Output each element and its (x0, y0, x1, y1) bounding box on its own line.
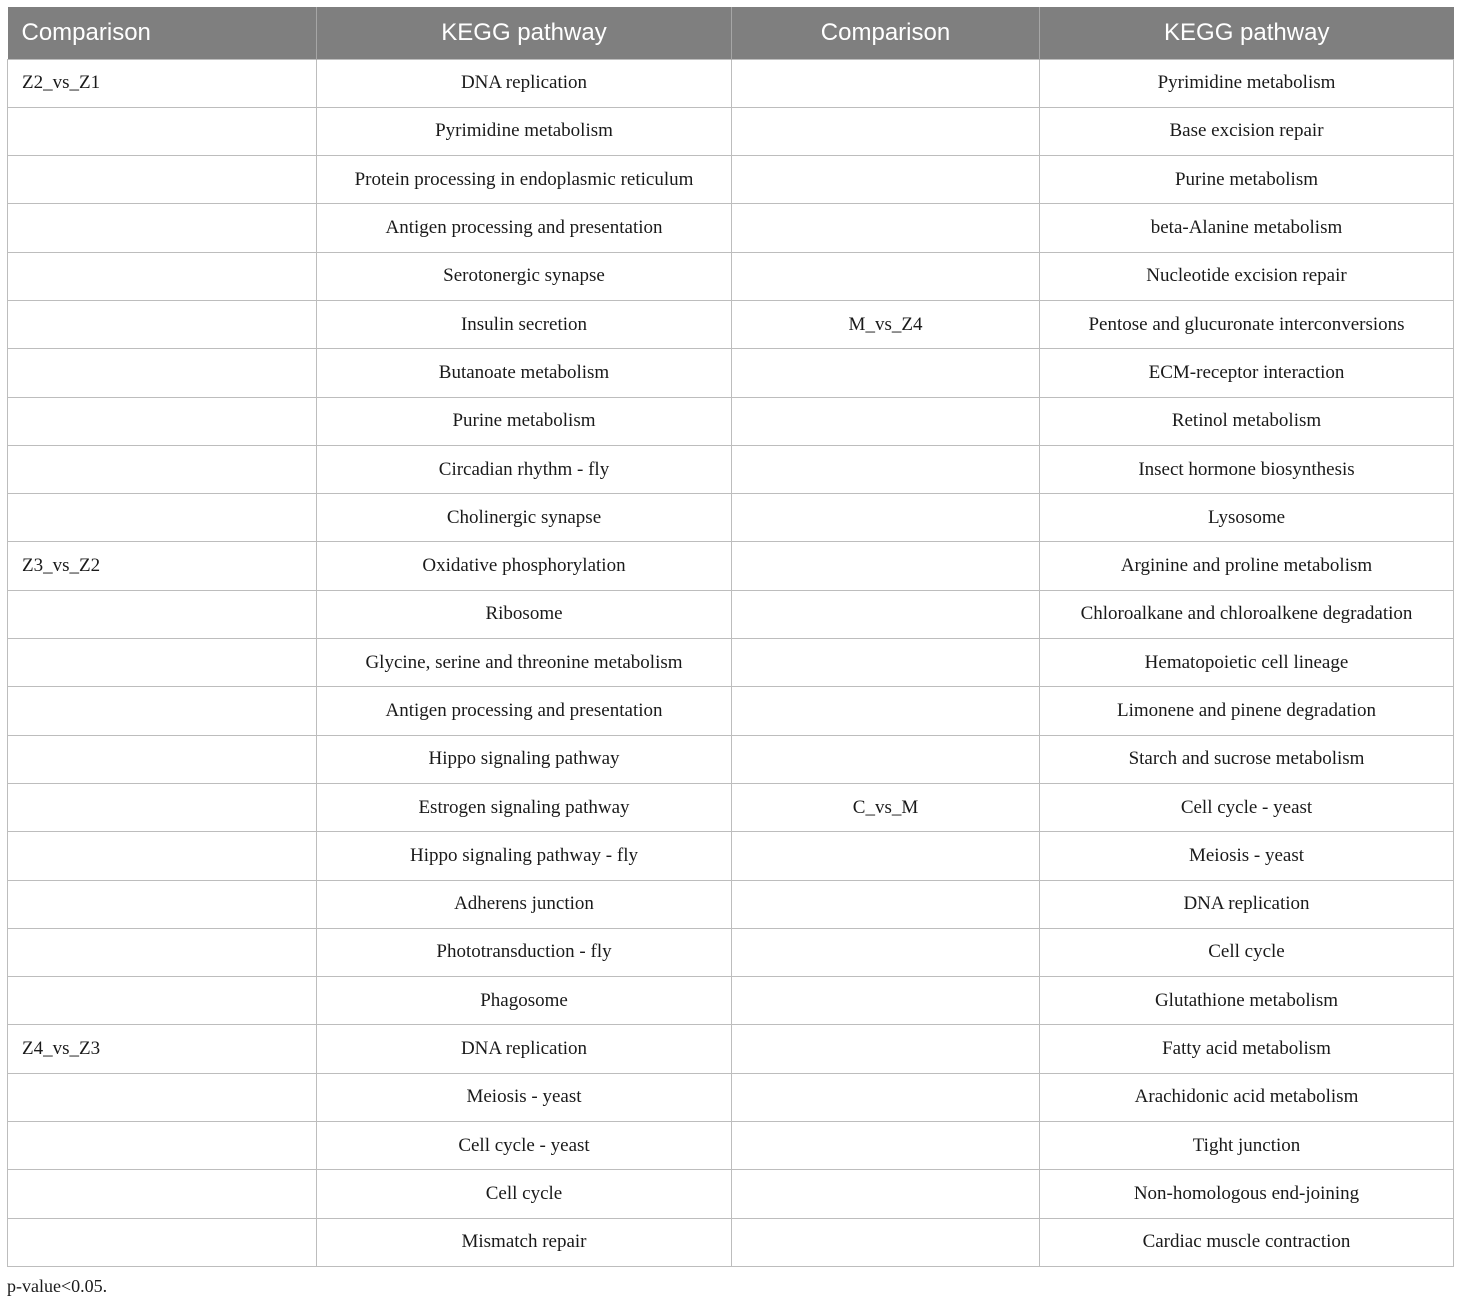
table-row (8, 880, 1454, 928)
pathway-cell-left: Pyrimidine metabolism (317, 107, 732, 155)
comparison-cell-right (732, 832, 1040, 880)
comparison-cell-left (8, 977, 317, 1025)
pathway-cell-right: Limonene and pinene degradation (1040, 687, 1454, 735)
pathway-cell-left: DNA replication (317, 59, 732, 107)
pathway-cell-left: Adherens junction (317, 880, 732, 928)
comparison-cell-right (732, 349, 1040, 397)
table-row (8, 204, 1454, 252)
table-row (8, 928, 1454, 976)
header-kegg-pathway-1: KEGG pathway (317, 7, 732, 59)
comparison-cell-left (8, 397, 317, 445)
pathway-cell-right: Lysosome (1040, 494, 1454, 542)
table-row (8, 252, 1454, 300)
table-row (8, 735, 1454, 783)
comparison-cell-left (8, 1073, 317, 1121)
pathway-cell-left: Cell cycle (317, 1170, 732, 1218)
table-row (8, 300, 1454, 348)
comparison-cell-left (8, 783, 317, 831)
pathway-cell-right: beta-Alanine metabolism (1040, 204, 1454, 252)
table-row (8, 1170, 1454, 1218)
pathway-cell-left: Phototransduction - fly (317, 928, 732, 976)
table-row (8, 639, 1454, 687)
pathway-cell-right: Tight junction (1040, 1122, 1454, 1170)
pathway-cell-left: Cell cycle - yeast (317, 1122, 732, 1170)
comparison-cell-left (8, 156, 317, 204)
comparison-cell-right (732, 1025, 1040, 1073)
comparison-cell-right (732, 204, 1040, 252)
comparison-cell-right: C_vs_M (732, 783, 1040, 831)
comparison-cell-left: Z3_vs_Z2 (8, 542, 317, 590)
comparison-cell-right (732, 928, 1040, 976)
table-row (8, 445, 1454, 493)
pathway-cell-right: DNA replication (1040, 880, 1454, 928)
comparison-cell-right (732, 639, 1040, 687)
comparison-cell-right (732, 156, 1040, 204)
comparison-cell-right (732, 494, 1040, 542)
comparison-cell-right (732, 397, 1040, 445)
pathway-cell-left: Antigen processing and presentation (317, 687, 732, 735)
pathway-cell-left: Protein processing in endoplasmic reticulum (317, 156, 732, 204)
pathway-cell-right: Arachidonic acid metabolism (1040, 1073, 1454, 1121)
table-row (8, 494, 1454, 542)
comparison-cell-right (732, 1218, 1040, 1266)
comparison-cell-right (732, 1170, 1040, 1218)
table-row (8, 783, 1454, 831)
comparison-cell-left (8, 928, 317, 976)
pathway-cell-right: Pyrimidine metabolism (1040, 59, 1454, 107)
comparison-cell-left (8, 204, 317, 252)
table-row (8, 59, 1454, 107)
comparison-cell-left (8, 252, 317, 300)
table-row (8, 832, 1454, 880)
comparison-cell-left (8, 494, 317, 542)
pathway-cell-right: Glutathione metabolism (1040, 977, 1454, 1025)
comparison-cell-right (732, 1073, 1040, 1121)
pathway-cell-left: Serotonergic synapse (317, 252, 732, 300)
header-kegg-pathway-2: KEGG pathway (1040, 7, 1454, 59)
comparison-cell-right (732, 880, 1040, 928)
comparison-cell-left (8, 107, 317, 155)
comparison-cell-right (732, 252, 1040, 300)
table-row (8, 156, 1454, 204)
header-comparison-1: Comparison (8, 7, 317, 59)
comparison-cell-left (8, 687, 317, 735)
pathway-cell-left: Cholinergic synapse (317, 494, 732, 542)
pathway-cell-right: ECM-receptor interaction (1040, 349, 1454, 397)
pathway-cell-right: Hematopoietic cell lineage (1040, 639, 1454, 687)
comparison-cell-right (732, 107, 1040, 155)
pathway-cell-left: DNA replication (317, 1025, 732, 1073)
pathway-cell-left: Hippo signaling pathway - fly (317, 832, 732, 880)
pathway-cell-left: Insulin secretion (317, 300, 732, 348)
header-row (8, 7, 1454, 59)
pathway-cell-right: Cell cycle - yeast (1040, 783, 1454, 831)
comparison-cell-left (8, 300, 317, 348)
pathway-cell-right: Non-homologous end-joining (1040, 1170, 1454, 1218)
pathway-cell-left: Butanoate metabolism (317, 349, 732, 397)
comparison-cell-right (732, 687, 1040, 735)
pathway-cell-left: Ribosome (317, 590, 732, 638)
table-row (8, 349, 1454, 397)
comparison-cell-right (732, 977, 1040, 1025)
pathway-cell-left: Circadian rhythm - fly (317, 445, 732, 493)
table-row (8, 1025, 1454, 1073)
comparison-cell-left (8, 445, 317, 493)
pathway-cell-left: Phagosome (317, 977, 732, 1025)
table-row (8, 107, 1454, 155)
table-header (8, 7, 1454, 59)
pathway-cell-right: Retinol metabolism (1040, 397, 1454, 445)
comparison-cell-right (732, 542, 1040, 590)
table-row (8, 590, 1454, 638)
table-body (8, 59, 1454, 1266)
comparison-cell-left (8, 735, 317, 783)
pathway-cell-right: Base excision repair (1040, 107, 1454, 155)
pathway-cell-right: Nucleotide excision repair (1040, 252, 1454, 300)
comparison-cell-left: Z2_vs_Z1 (8, 59, 317, 107)
comparison-cell-left (8, 639, 317, 687)
table-footnote: p-value<0.05. (7, 1276, 108, 1296)
pathway-cell-left: Glycine, serine and threonine metabolism (317, 639, 732, 687)
pathway-cell-left: Mismatch repair (317, 1218, 732, 1266)
header-comparison-2: Comparison (732, 7, 1040, 59)
table-row (8, 1073, 1454, 1121)
comparison-cell-left (8, 1122, 317, 1170)
comparison-cell-right (732, 1122, 1040, 1170)
comparison-cell-left (8, 880, 317, 928)
pathway-cell-right: Insect hormone biosynthesis (1040, 445, 1454, 493)
comparison-cell-right (732, 735, 1040, 783)
pathway-cell-right: Arginine and proline metabolism (1040, 542, 1454, 590)
comparison-cell-left (8, 349, 317, 397)
comparison-cell-right (732, 59, 1040, 107)
pathway-cell-right: Chloroalkane and chloroalkene degradation (1040, 590, 1454, 638)
comparison-cell-right (732, 590, 1040, 638)
table-row (8, 1218, 1454, 1266)
pathway-cell-left: Meiosis - yeast (317, 1073, 732, 1121)
comparison-cell-right (732, 445, 1040, 493)
comparison-cell-left (8, 1218, 317, 1266)
comparison-cell-left (8, 590, 317, 638)
pathway-cell-right: Cardiac muscle contraction (1040, 1218, 1454, 1266)
comparison-cell-left: Z4_vs_Z3 (8, 1025, 317, 1073)
table-row (8, 687, 1454, 735)
table-row (8, 977, 1454, 1025)
pathway-cell-left: Hippo signaling pathway (317, 735, 732, 783)
comparison-cell-left (8, 1170, 317, 1218)
table-row (8, 1122, 1454, 1170)
pathway-cell-right: Purine metabolism (1040, 156, 1454, 204)
pathway-cell-left: Oxidative phosphorylation (317, 542, 732, 590)
pathway-cell-right: Fatty acid metabolism (1040, 1025, 1454, 1073)
table-row (8, 542, 1454, 590)
kegg-pathway-table (7, 7, 1454, 1267)
pathway-cell-right: Meiosis - yeast (1040, 832, 1454, 880)
pathway-cell-left: Antigen processing and presentation (317, 204, 732, 252)
comparison-cell-left (8, 832, 317, 880)
comparison-cell-right: M_vs_Z4 (732, 300, 1040, 348)
pathway-cell-right: Pentose and glucuronate interconversions (1040, 300, 1454, 348)
pathway-cell-right: Cell cycle (1040, 928, 1454, 976)
table-row (8, 397, 1454, 445)
pathway-cell-right: Starch and sucrose metabolism (1040, 735, 1454, 783)
pathway-cell-left: Estrogen signaling pathway (317, 783, 732, 831)
pathway-cell-left: Purine metabolism (317, 397, 732, 445)
